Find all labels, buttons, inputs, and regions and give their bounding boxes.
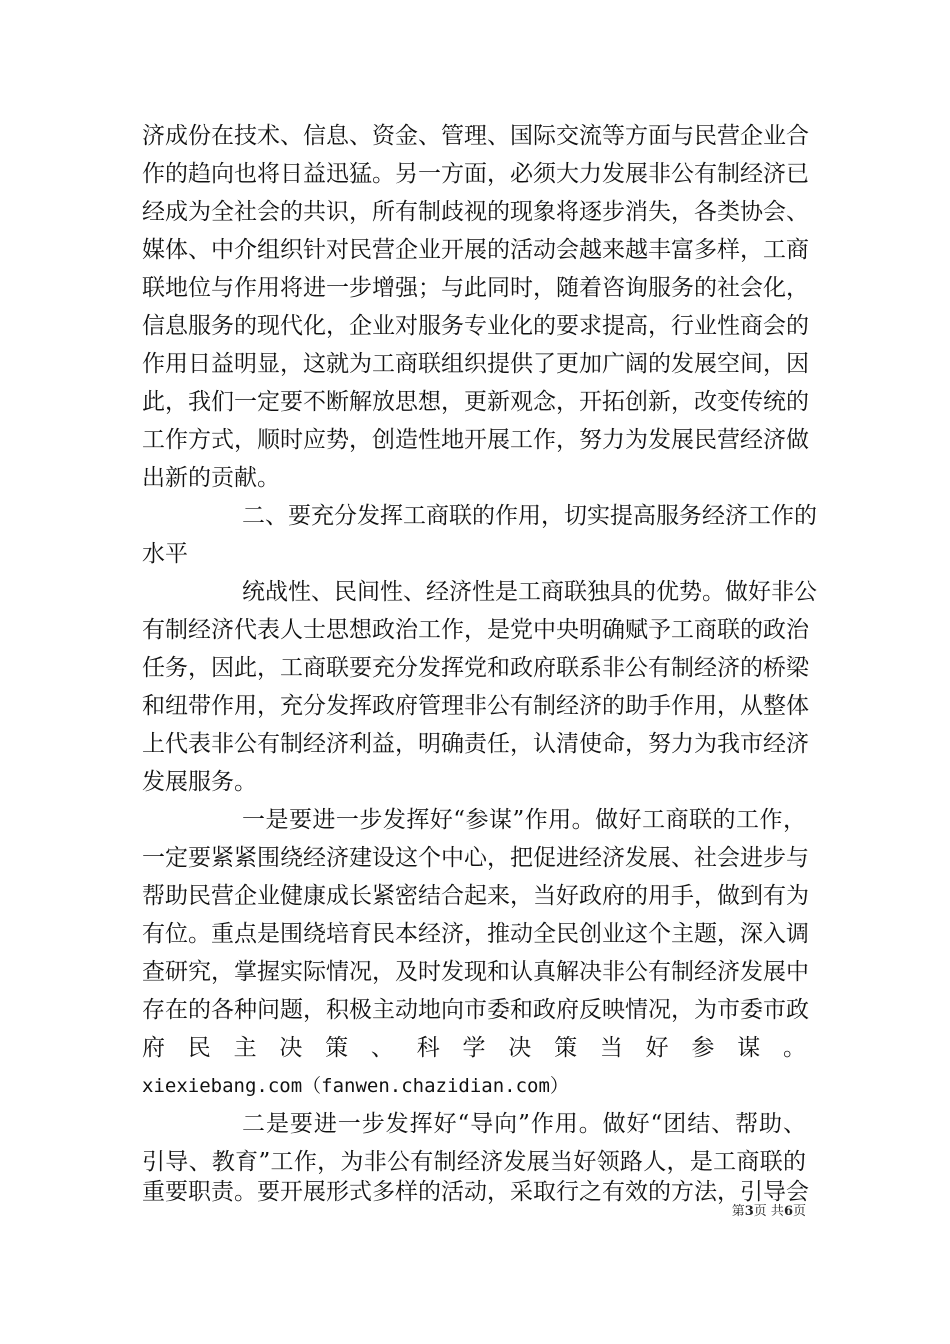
text-line: 信息服务的现代化，企业对服务专业化的要求提高，行业性商会的 <box>142 313 809 339</box>
paragraph-start: 统战性、民间性、经济性是工商联独具的优势。做好非公 <box>242 579 817 605</box>
text-line: 存在的各种问题，积极主动地向市委和政府反映情况，为市委市政 <box>142 997 809 1023</box>
text-line: 经成为全社会的共识，所有制歧视的现象将逐步消失，各类协会、 <box>142 199 809 225</box>
text-line: 有位。重点是围绕培育民本经济，推动全民创业这个主题，深入调 <box>142 921 809 947</box>
text-line: 媒体、中介组织针对民营企业开展的活动会越来越丰富多样，工商 <box>142 237 809 263</box>
footer-middle: 页 共 <box>753 1204 784 1219</box>
text-line: 发展服务。 <box>142 769 257 795</box>
section-heading: 二、要充分发挥工商联的作用，切实提高服务经济工作的 <box>242 503 817 529</box>
text-line: 作的趋向也将日益迅猛。另一方面，必须大力发展非公有制经济已 <box>142 161 809 187</box>
text-line: 作用日益明显，这就为工商联组织提供了更加广阔的发展空间，因 <box>142 351 809 377</box>
text-line: 重要职责。要开展形式多样的活动，采取行之有效的方法，引导会 <box>142 1179 809 1205</box>
text-line: 联地位与作用将进一步增强；与此同时，随着咨询服务的社会化， <box>142 275 809 301</box>
page-footer <box>706 1203 806 1221</box>
footer-page-number: 3 <box>744 1204 754 1219</box>
text-line: 工作方式，顺时应势，创造性地开展工作，努力为发展民营经济做 <box>142 427 809 453</box>
text-line: 查研究，掌握实际情况，及时发现和认真解决非公有制经济发展中 <box>142 959 809 985</box>
paragraph-start: 一是要进一步发挥好“参谋”作用。做好工商联的工作， <box>242 807 806 833</box>
section-heading-cont: 水平 <box>142 541 188 567</box>
text-line: 府 民 主 决 策 、 科 学 决 策 当 好 参 谋 。 <box>142 1035 806 1061</box>
text-line: 和纽带作用，充分发挥政府管理非公有制经济的助手作用，从整体 <box>142 693 809 719</box>
text-line: 上代表非公有制经济利益，明确责任，认清使命，努力为我市经济 <box>142 731 809 757</box>
footer-total-pages: 6 <box>783 1204 793 1219</box>
paragraph-start: 二是要进一步发挥好“导向”作用。做好“团结、帮助、 <box>242 1111 806 1137</box>
text-line: 帮助民营企业健康成长紧密结合起来，当好政府的用手，做到有为 <box>142 883 809 909</box>
footer-prefix: 第 <box>731 1204 745 1219</box>
text-line: 有制经济代表人士思想政治工作，是党中央明确赋予工商联的政治 <box>142 617 809 643</box>
text-line: 济成份在技术、信息、资金、管理、国际交流等方面与民营企业合 <box>142 123 809 149</box>
text-line: 出新的贡献。 <box>142 465 280 491</box>
text-line: 任务，因此，工商联要充分发挥党和政府联系非公有制经济的桥梁 <box>142 655 809 681</box>
footer-suffix: 页 <box>792 1204 806 1219</box>
text-line: 引导、教育”工作，为非公有制经济发展当好领路人，是工商联的 <box>142 1149 806 1175</box>
text-line: 一定要紧紧围绕经济建设这个中心，把促进经济发展、社会进步与 <box>142 845 809 871</box>
website-reference: xiexiebang.com（fanwen.chazidian.com） <box>142 1075 569 1097</box>
text-line: 此，我们一定要不断解放思想，更新观念，开拓创新，改变传统的 <box>142 389 809 415</box>
